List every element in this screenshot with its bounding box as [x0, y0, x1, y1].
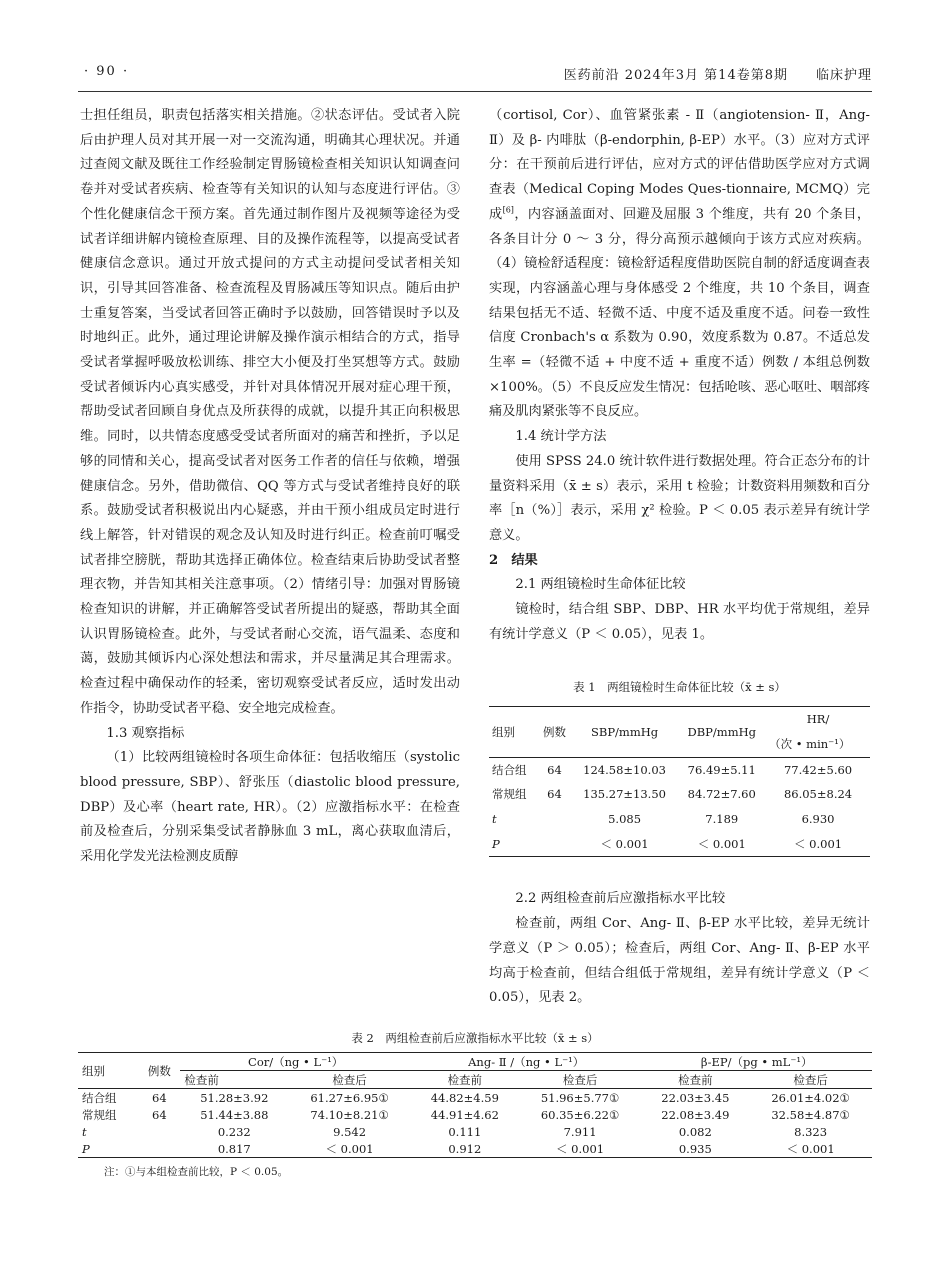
table-cell	[537, 807, 572, 832]
table1	[489, 706, 870, 857]
table-cell	[138, 1123, 180, 1140]
table-cell: 22.03±3.45	[661, 1090, 730, 1105]
section-heading-2-1: 2.1 两组镜检时生命体征比较	[515, 577, 686, 593]
table-cell: ＜ 0.001	[786, 1141, 835, 1156]
table-cell: 5.085	[608, 811, 642, 826]
table-cell: 61.27±6.95①	[310, 1090, 389, 1105]
table-cell: ＜ 0.001	[600, 836, 649, 851]
table-cell: 44.82±4.59	[430, 1090, 499, 1105]
table-header: SBP/mmHg	[590, 724, 659, 739]
table-cell: 8.323	[794, 1124, 828, 1139]
table1-caption: 表 1 两组镜检时生命体征比较（x̄ ± s）	[573, 680, 786, 695]
table-header-unit: （次 • min⁻¹）	[769, 736, 851, 751]
table2-block	[78, 1030, 872, 1179]
table-header: Ang- Ⅱ /（ng • L⁻¹）	[411, 1053, 642, 1071]
table-cell: 7.189	[705, 811, 739, 826]
table-subheader: 检查前	[678, 1072, 713, 1087]
table-cell: 84.72±7.60	[687, 787, 756, 802]
table-cell: 常规组	[82, 1107, 117, 1122]
table-row	[489, 807, 870, 832]
table-cell: 常规组	[492, 787, 527, 802]
table-cell: ＜ 0.001	[794, 836, 843, 851]
table-subheader: 检查后	[332, 1072, 367, 1087]
table-row	[489, 782, 870, 807]
table-cell: 64	[152, 1107, 167, 1122]
table-cell: 26.01±4.02①	[771, 1090, 850, 1105]
table-cell: 51.44±3.88	[200, 1107, 269, 1122]
table-cell: t	[492, 811, 497, 826]
paragraph: 使用 SPSS 24.0 统计软件进行数据处理。符合正态分布的计量资料采用（x̄ ± s）表示，采用 t 检验；计数资料用频数和百分率［n（%）］表示，采用 χ² 检验。P ＜ 0.05 表示差异有统计学意义。	[489, 453, 871, 543]
section-heading-1-3: 1.3 观察指标	[106, 725, 185, 741]
table-cell: 86.05±8.24	[783, 787, 853, 802]
table-cell: 结合组	[492, 762, 527, 777]
table-cell: 135.27±13.50	[583, 787, 666, 802]
table-subheader: 检查前	[184, 1072, 219, 1087]
table-cell: 0.912	[448, 1141, 482, 1156]
table2-note: 注：①与本组检查前比较，P ＜ 0.05。	[104, 1166, 289, 1178]
paragraph: 镜检时，结合组 SBP、DBP、HR 水平均优于常规组，差异有统计学意义（P ＜ 0.05），见表 1。	[489, 602, 870, 642]
table-cell: ＜ 0.001	[325, 1141, 374, 1156]
right-column	[489, 104, 870, 1011]
table-cell: 64	[547, 787, 562, 802]
table-cell: 0.232	[217, 1124, 251, 1139]
table-cell: 60.35±6.22①	[540, 1107, 620, 1122]
table-cell: 6.930	[801, 811, 835, 826]
section-heading-1-4: 1.4 统计学方法	[515, 429, 607, 445]
table-cell: P	[492, 836, 500, 851]
table-cell: P	[82, 1141, 90, 1156]
table-cell: 0.935	[678, 1141, 712, 1156]
table-row	[78, 1106, 872, 1123]
table-header: HR/	[806, 712, 830, 727]
table-header: DBP/mmHg	[687, 724, 756, 739]
table-header: β-EP/（pg • mL⁻¹）	[641, 1053, 872, 1071]
table-cell: 76.49±5.11	[687, 762, 756, 777]
journal-info: 医药前沿 2024年3月 第14卷第8期 临床护理	[563, 68, 872, 83]
table-cell: 124.58±10.03	[583, 762, 666, 777]
table-cell: 77.42±5.60	[783, 762, 853, 777]
table-cell: 51.28±3.92	[200, 1090, 269, 1105]
table-row	[489, 757, 870, 782]
table-subheader: 检查后	[793, 1072, 828, 1087]
table-header: 组别	[82, 1063, 105, 1078]
running-header	[78, 64, 872, 86]
paragraph: （cortisol, Cor）、血管紧张素 - Ⅱ（angiotension- Ⅱ，Ang- Ⅱ）及 β- 内啡肽（β-endorphin, β-EP）水平。（3）应对方式评分：在干预前后进行评估，应对方式的评估借助医学应对方式调查表（Medical Coping Modes Ques-tionnaire, MCMQ）完成[6]，内容涵盖面对、回避及屈服 3 个维度，共有 20 个条目，各条目计分 0 ～ 3 分，得分高预示越倾向于该方式应对疾病。（4）镜检舒适程度：镜检舒适程度借助医院自制的舒适度调查表实现，内容涵盖心理与身体感受 2 个维度，共 10 个条目，调查结果包括无不适、轻微不适、中度不适及重度不适。问卷一致性信度 Cronbach's α 系数为 0.90，效度系数为 0.87。不适总发生率 =（轻微不适 + 中度不适 + 重度不适）例数 / 本组总例数 ×100%。（5）不良反应发生情况：包括呛咳、恶心呕吐、咽部疼痛及肌肉紧张等不良反应。	[489, 108, 871, 420]
table-cell: 74.10±8.21①	[310, 1107, 389, 1122]
header-rule	[78, 91, 872, 92]
table-cell: 44.91±4.62	[430, 1107, 499, 1122]
table-header: 例数	[542, 724, 566, 739]
table-cell	[537, 832, 572, 857]
table2	[78, 1052, 872, 1158]
table-cell: 32.58±4.87①	[771, 1107, 850, 1122]
table-row	[78, 1123, 872, 1140]
page-number: · 90 ·	[84, 64, 130, 79]
table-cell: 22.08±3.49	[661, 1107, 730, 1122]
table-cell: 7.911	[563, 1124, 597, 1139]
table-cell: ＜ 0.001	[556, 1141, 605, 1156]
citation-ref: [6]	[502, 205, 514, 215]
table-cell: ＜ 0.001	[697, 836, 746, 851]
table-cell: 9.542	[333, 1124, 367, 1139]
table-cell: 0.111	[448, 1124, 482, 1139]
table-cell: 51.96±5.77①	[540, 1090, 620, 1105]
table-header: 例数	[147, 1063, 171, 1078]
table-cell: 0.082	[678, 1124, 712, 1139]
table-subheader: 检查后	[562, 1072, 598, 1087]
section-heading-2-2: 2.2 两组检查前后应激指标水平比较	[515, 891, 726, 907]
paragraph: 士担任组员，职责包括落实相关措施。②状态评估。受试者入院后由护理人员对其开展一对一交流沟通，明确其心理状况。并通过查阅文献及既往工作经验制定胃肠镜检查相关知识认知调查问卷并对受试者疾病、检查等有关知识的认知与态度进行评估。③个性化健康信念干预方案。首先通过制作图片及视频等途径为受试者详细讲解内镜检查原理、目的及操作流程等，以提高受试者健康信念意识。通过开放式提问的方式主动提问受试者相关知识，引导其回答准备、检查流程及胃肠减压等知识点。随后由护士重复答案，当受试者回答正确时予以鼓励，回答错误时予以及时地纠正。此外，通过理论讲解及操作演示相结合的方式，指导受试者掌握呼吸放松训练、排空大小便及打坐冥想等方式。鼓励受试者倾诉内心真实感受，并针对具体情况开展对症心理干预，帮助受试者回顾自身优点及所获得的成就，以提升其正向积极思维。同时，以共情态度感受受试者所面对的痛苦和挫折，予以足够的同情和关心，提高受试者对医务工作者的信任与依赖，增强健康信念。另外，借助微信、QQ 等方式与受试者维持良好的联系。鼓励受试者积极说出内心疑惑，并由干预小组成员定时进行线上解答，针对错误的观念及认知及时进行纠正。检查前叮嘱受试者排空膀胱，帮助其选择正确体位。检查结束后协助受试者整理衣物，并告知其相关注意事项。（2）情绪引导：加强对胃肠镜检查知识的讲解，并正确解答受试者所提出的疑惑，帮助其全面认识胃肠镜检查。此外，与受试者耐心交流，语气温柔、态度和蔼，鼓励其倾诉内心深处想法和需求，并尽量满足其合理需求。检查过程中确保动作的轻柔，密切观察受试者反应，适时发出动作指令，协助受试者平稳、安全地完成检查。	[80, 108, 460, 716]
left-column	[80, 104, 460, 870]
paragraph: 检查前，两组 Cor、Ang- Ⅱ、β-EP 水平比较，差异无统计学意义（P ＞ 0.05）；检查后，两组 Cor、Ang- Ⅱ、β-EP 水平均高于检查前，但结合组低于常规组，差异有统计学意义（P ＜ 0.05），见表 2。	[489, 916, 870, 1006]
table-cell: 结合组	[82, 1090, 117, 1105]
table-cell: t	[82, 1124, 87, 1139]
table-subheader: 检查前	[447, 1072, 483, 1087]
table-header: 组别	[492, 724, 515, 739]
table2-caption: 表 2 两组检查前后应激指标水平比较（x̄ ± s）	[351, 1031, 599, 1045]
table-cell: 64	[152, 1090, 167, 1105]
table-row	[489, 832, 870, 857]
table-cell: 64	[547, 762, 562, 777]
table-row	[78, 1089, 872, 1107]
table-header: Cor/（ng • L⁻¹）	[180, 1053, 411, 1071]
section-heading-2: 2 结果	[489, 552, 538, 568]
table-row	[78, 1140, 872, 1158]
paragraph: （1）比较两组镜检时各项生命体征：包括收缩压（systolic blood pressure, SBP）、舒张压（diastolic blood pressure, DBP）及心率（heart rate, HR）。（2）应激指标水平：在检查前及检查后，分别采集受试者静脉血 3 mL，离心获取血清后，采用化学发光法检测皮质醇	[80, 750, 460, 865]
table-cell: 0.817	[217, 1141, 251, 1156]
table-cell	[138, 1140, 180, 1158]
